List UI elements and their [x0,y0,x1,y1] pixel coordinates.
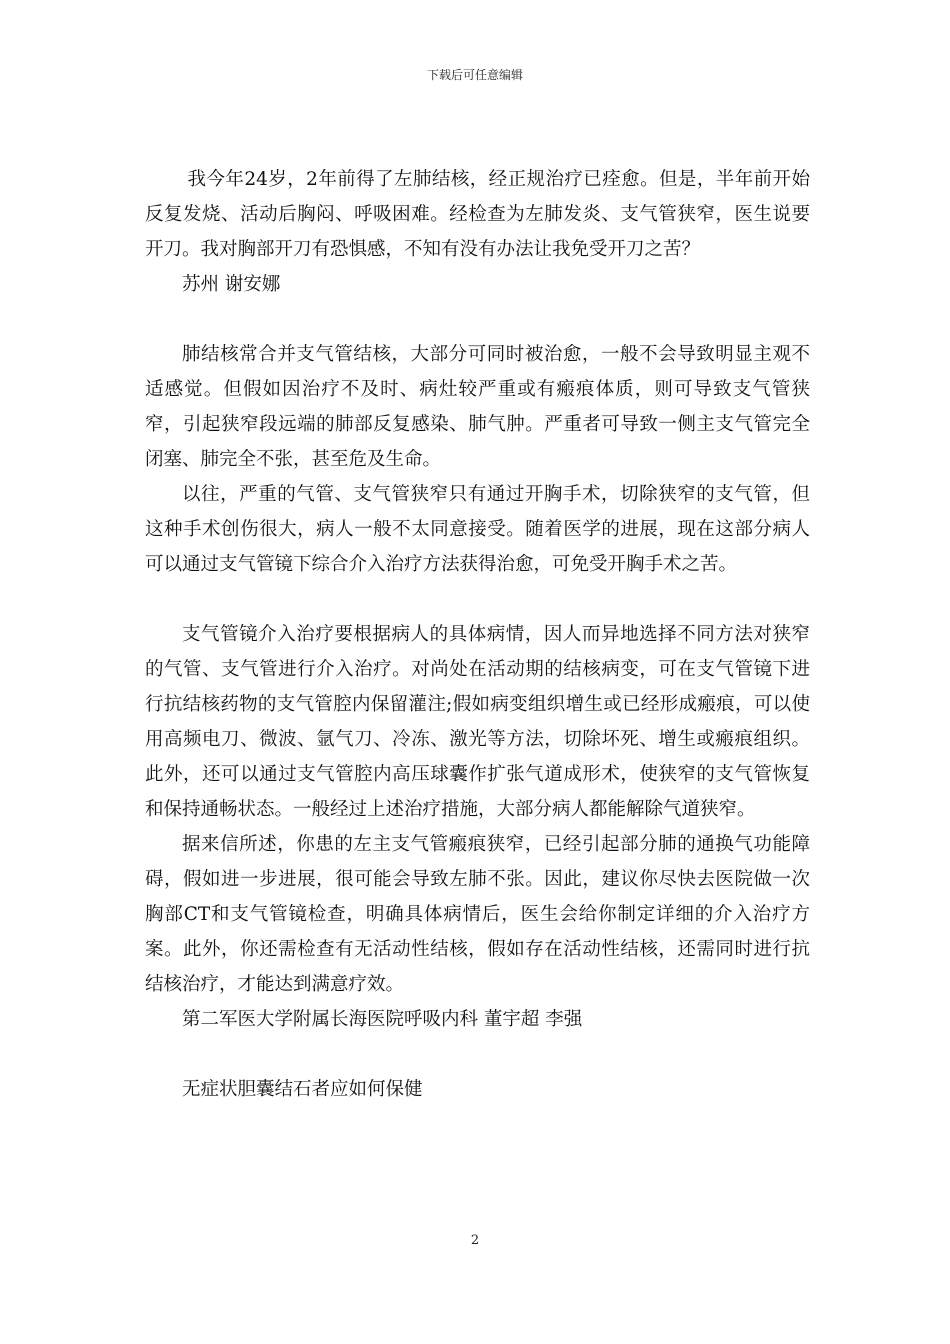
answer-signature: 第二军医大学附属长海医院呼吸内科 董宇超 李强 [182,1009,583,1030]
page-header: 下载后可任意编辑 [426,68,523,82]
answer-paragraph-4: 据来信所述，你患的左主支气管瘢痕狭窄，已经引起部分肺的通换气功能障碍，假如进一步进展，很可能会导致左肺不张。因此，建议你尽快去医院做一次胸部CT和支气管镜检查，明确具体病情后，医生会给你制定详细的介入治疗方案。此外，你还需检查有无活动性结核，假如存在活动性结核，还需同时进行抗结核治疗，才能达到满意疗效。 [145,834,810,995]
answer-paragraph-1: 肺结核常合并支气管结核，大部分可同时被治愈，一般不会导致明显主观不适感觉。但假如因治疗不及时、病灶较严重或有瘢痕体质，则可导致支气管狭窄，引起狭窄段远端的肺部反复感染、肺气肿。严重者可导致一侧主支气管完全闭塞、肺完全不张，甚至危及生命。 [145,344,810,470]
question-signature: 苏州 谢安娜 [182,274,281,295]
next-article-title: 无症状胆囊结石者应如何保健 [182,1079,423,1100]
document-body [145,162,810,1107]
spacer [145,302,810,337]
spacer [145,1037,810,1072]
answer-paragraph-2: 以往，严重的气管、支气管狭窄只有通过开胸手术，切除狭窄的支气管，但这种手术创伤很大，病人一般不太同意接受。随着医学的进展，现在这部分病人可以通过支气管镜下综合介入治疗方法获得治愈，可免受开胸手术之苦。 [145,484,810,575]
spacer [145,582,810,617]
page-number: 2 [470,1233,480,1248]
answer-paragraph-3: 支气管镜介入治疗要根据病人的具体病情，因人而异地选择不同方法对狭窄的气管、支气管进行介入治疗。对尚处在活动期的结核病变，可在支气管镜下进行抗结核药物的支气管腔内保留灌注;假如病变组织增生或已经形成瘢痕，可以使用高频电刀、微波、氩气刀、冷冻、激光等方法，切除坏死、增生或瘢痕组织。此外，还可以通过支气管腔内高压球囊作扩张气道成形术，使狭窄的支气管恢复和保持通畅状态。一般经过上述治疗措施，大部分病人都能解除气道狭窄。 [145,624,810,820]
question-paragraph: 我今年24岁，2年前得了左肺结核，经正规治疗已痊愈。但是，半年前开始反复发烧、活动后胸闷、呼吸困难。经检查为左肺发炎、支气管狭窄，医生说要开刀。我对胸部开刀有恐惧感，不知有没有办法让我免受开刀之苦？ [145,169,810,260]
